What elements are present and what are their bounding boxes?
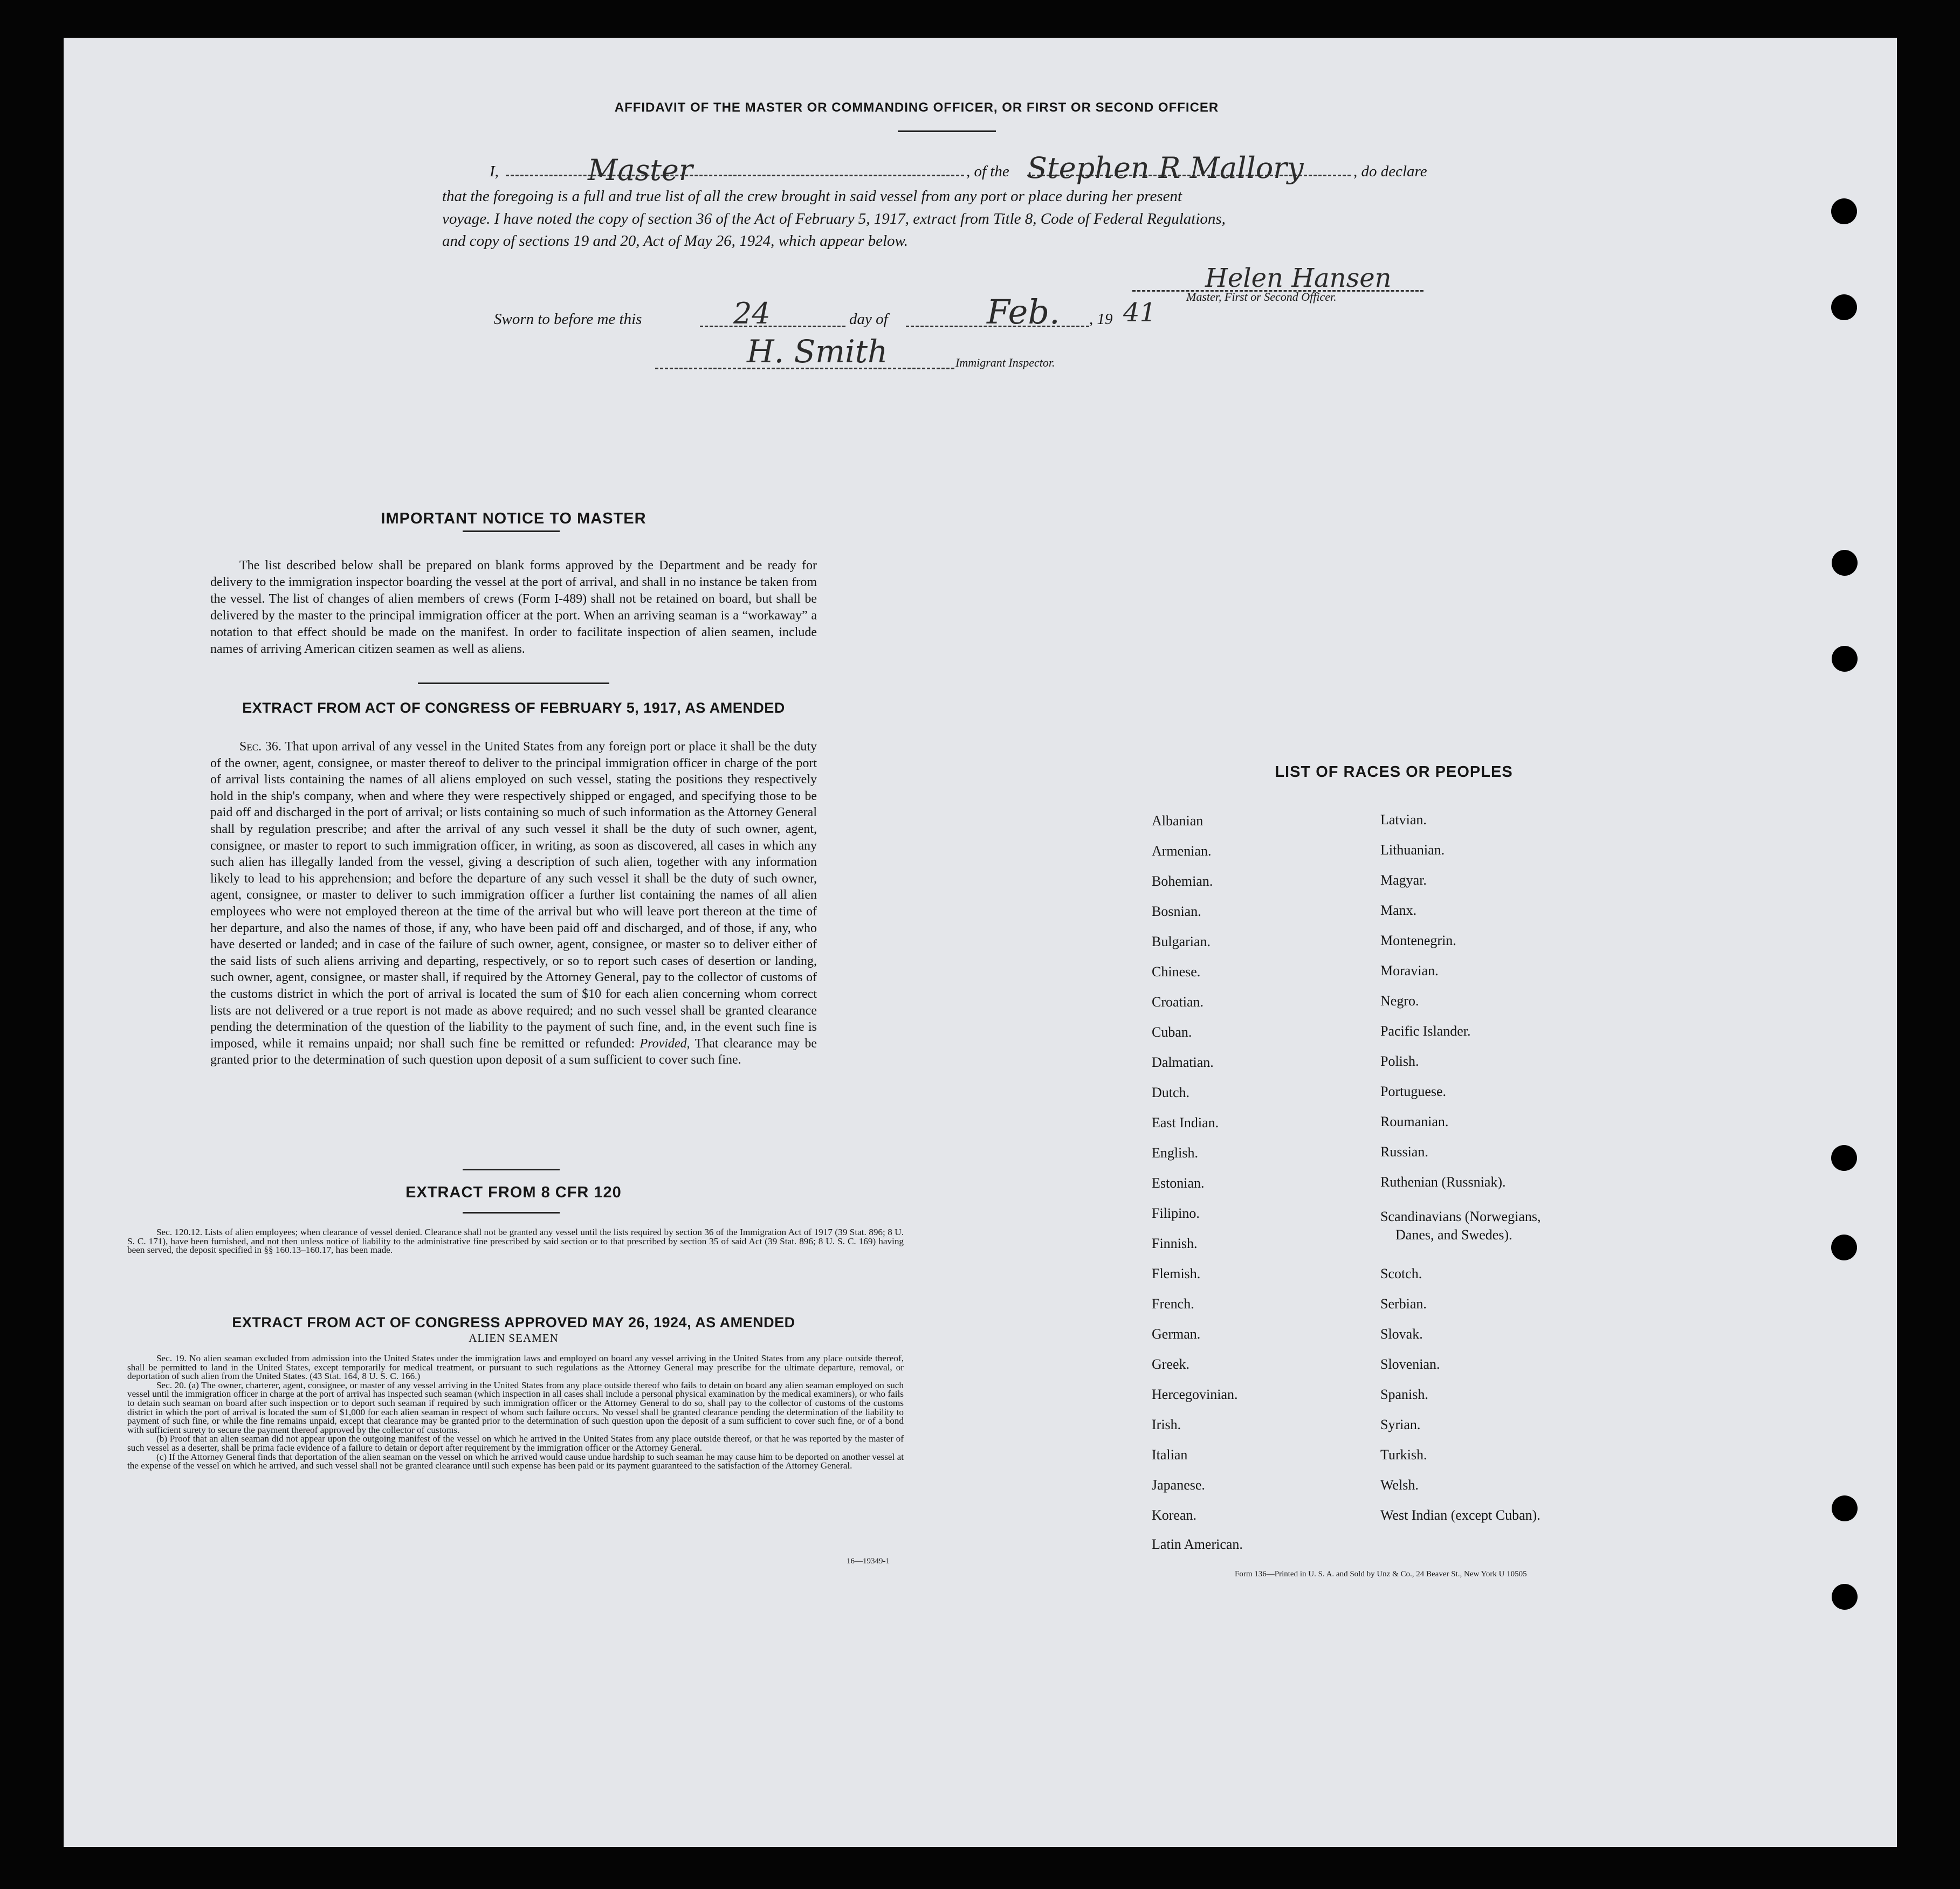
race-item: Polish. — [1380, 1053, 1419, 1069]
race-item: Chinese. — [1152, 964, 1201, 980]
extract-1924-sec20a: Sec. 20. (a) The owner, charterer, agent, consignee, or master of any vessel arriving in the United States from any place outside thereof who fails to detain on board any alien seaman employed on such vessel until the immigration officer in charge at the port of arrival has inspected such seaman (which inspection in all cases shall include a personal physical examination by the medical examiners), or who fails to detain such seaman on board after such inspection or to deport such seaman if required by such immigration officer or the Attorney General to do so, shall pay to the collector of customs of the customs district in which the port of arrival is located the sum of $1,000 for each alien seaman in respect of whom such failure occurs. No vessel shall be granted clearance pending the determination of the liability to payment of such fine, or while the fine remains unpaid, except that clearance may be granted prior to the determination of such question upon the deposit of a sum sufficient to cover such fine, or of a bond with sufficient surety to secure the payment thereof approved by the collector of customs. — [127, 1380, 904, 1435]
punch-hole — [1832, 646, 1858, 672]
extract-1924-sec20c: (c) If the Attorney General finds that deportation of the alien seaman on the vessel on which he arrived would cause undue hardship to such seaman he may cause him to be deported on another vessel at the expense of the vessel on which he arrived, and such vessel shall not be granted clearance until such expense has been paid or its payment guaranteed to the satisfaction of the Attorney General. — [127, 1451, 904, 1471]
race-item: Estonian. — [1152, 1175, 1205, 1191]
punch-hole — [1831, 198, 1857, 224]
form-footer: Form 136—Printed in U. S. A. and Sold by Unz & Co., 24 Beaver St., New York U 10505 — [1235, 1570, 1527, 1578]
day-of-label: day of — [849, 311, 888, 328]
divider — [463, 1212, 560, 1214]
officer-caption: Master, First or Second Officer. — [1186, 290, 1337, 304]
race-item: Bohemian. — [1152, 873, 1213, 889]
master-blank — [506, 175, 964, 176]
affidavit-line-4: and copy of sections 19 and 20, Act of May 26, 1924, which appear below. — [442, 232, 908, 250]
inspector-signature: H. Smith — [747, 333, 888, 370]
race-item: Roumanian. — [1380, 1114, 1449, 1129]
race-item: Turkish. — [1380, 1447, 1427, 1463]
affidavit-line-2: that the foregoing is a full and true list of all the crew brought in said vessel from any port or place during her present — [442, 188, 1182, 205]
race-item: Armenian. — [1152, 843, 1212, 859]
race-item: Serbian. — [1380, 1296, 1427, 1312]
divider — [463, 530, 560, 532]
race-item: Dalmatian. — [1152, 1054, 1214, 1070]
race-item: Greek. — [1152, 1356, 1190, 1372]
notice-text: The list described below shall be prepared on blank forms approved by the Department and be ready for delivery to the immigration inspector boarding the vessel at the port of arrival, and shall in no instance be taken from the vessel. The list of changes of alien members of crews (Form I-489) shall not be retained on board, but shall be delivered by the master to the principal immigration officer at the port. When an arriving seaman is a “workaway” a notation to that effect should be made on the manifest. In order to facilitate inspection of alien seamen, include names of arriving American citizen seamen as well as aliens. — [210, 559, 817, 656]
notice-title: IMPORTANT NOTICE TO MASTER — [381, 510, 647, 527]
vessel-handwritten: Stephen R Mallory — [1027, 151, 1304, 185]
race-item: Japanese. — [1152, 1477, 1205, 1493]
year-handwritten: 41 — [1123, 298, 1157, 328]
race-item: Magyar. — [1380, 872, 1427, 888]
day-handwritten: 24 — [733, 297, 771, 330]
race-item: Slovenian. — [1380, 1356, 1440, 1372]
race-item: Montenegrin. — [1380, 933, 1456, 948]
race-item: Latvian. — [1380, 812, 1427, 828]
inspector-caption: Immigrant Inspector. — [955, 356, 1055, 369]
race-item: Moravian. — [1380, 963, 1439, 978]
punch-hole — [1832, 550, 1858, 576]
race-item: Slovak. — [1380, 1326, 1423, 1342]
extract-cfr-text: Sec. 120.12. Lists of alien employees; when clearance of vessel denied. Clearance shall not be granted any vessel until the lists required by section 36 of the Immigration Act of 1917 (39 Stat. 896; 8 U. S. C. 171), have been furnished, and not then unless notice of liability to the administrative fine prescribed by said section or to that prescribed by section 35 of said Act (39 Stat. 896; 8 U. S. C. 169) having been served, the deposit specified in §§ 160.13–160.17, has been made. — [127, 1227, 904, 1256]
divider — [463, 1169, 560, 1170]
affidavit-line-3: voyage. I have noted the copy of section 36 of the Act of February 5, 1917, extract from Title 8, Code of Federal Regulations, — [442, 210, 1226, 227]
race-item: German. — [1152, 1326, 1201, 1342]
punch-hole — [1831, 1235, 1857, 1260]
extract-1924-title: EXTRACT FROM ACT OF CONGRESS APPROVED MAY 26, 1924, AS AMENDED — [232, 1314, 795, 1330]
race-item: East Indian. — [1152, 1115, 1219, 1130]
extract-1917-sec: Sec. 36. — [239, 740, 281, 754]
race-item: Spanish. — [1380, 1387, 1428, 1402]
declare-label: , do declare — [1353, 163, 1427, 180]
race-item: English. — [1152, 1145, 1198, 1161]
extract-cfr-title: EXTRACT FROM 8 CFR 120 — [405, 1184, 622, 1201]
race-item: Scandinavians (Norwegians, — [1380, 1209, 1541, 1224]
race-item: Italian — [1152, 1447, 1188, 1463]
race-item: Flemish. — [1152, 1266, 1201, 1281]
affidavit-i-label: I, — [490, 163, 499, 180]
race-item: Hercegovinian. — [1152, 1387, 1238, 1402]
race-item: Finnish. — [1152, 1236, 1198, 1251]
race-item: Croatian. — [1152, 994, 1204, 1010]
extract-1917-text: Sec. 36. That upon arrival of any vessel in the United States from any foreign port or place it shall be the duty of the owner, agent, consignee, or master thereof to deliver to the principal immigration officer in charge of the port of arrival lists containing the names of all aliens employed on such vessel, stating the positions they respectively hold in the ship's company, when and where they were respectively shipped or engaged, and specifying those to be paid off and discharged in the port of arrival; or lists containing so much of such information as the Attorney General shall by regulation prescribe; and after the arrival of any such vessel it shall be the duty of such owner, agent, consignee, or master to report to such immigration officer, in writing, as soon as discovered, all cases in which any such alien has illegally landed from the vessel, giving a description of such alien, together with any information likely to lead to his apprehension; and before the departure of any such vessel it shall be the duty of such owner, agent, consignee, or master to deliver to such immigration officer a further list containing the names of all alien employees who were not employed thereon at the time of the arrival but who will leave port thereon at the time of her departure, and also the names of those, if any, who have been paid off and discharged, and of those, if any, who have deserted or landed; and in case of the failure of such owner, agent, consignee, or master so to deliver either of the said lists of such aliens arriving and departing, respectively, or so to report such cases of desertion or landing, such owner, agent, consignee, or master shall, if required by the Attorney General, pay to the collector of customs of the customs district in which the port of arrival is located the sum of $10 for each alien concerning whom correct lists are not delivered or a true report is not made as above required; and no such vessel shall be granted clearance pending the determination of the question of the liability to the payment of such fine, and, in the event such fine is imposed, while it remains unpaid; nor shall such fine be remitted or refunded: Provided, That clearance may be granted prior to the determination of such question upon deposit of a sum sufficient to cover such fine. — [210, 740, 817, 1067]
race-item: Syrian. — [1380, 1417, 1421, 1432]
master-handwritten: Master — [588, 153, 693, 187]
day-blank — [700, 326, 845, 327]
race-item: Portuguese. — [1380, 1084, 1447, 1099]
year-prefix: , 19 — [1089, 311, 1113, 328]
divider — [418, 682, 609, 684]
extract-1924-subtitle: ALIEN SEAMEN — [469, 1332, 559, 1345]
sworn-label: Sworn to before me this — [494, 311, 642, 328]
race-item: French. — [1152, 1296, 1194, 1312]
race-item: Negro. — [1380, 993, 1419, 1009]
officer-signature: Helen Hansen — [1205, 263, 1392, 293]
race-item: Russian. — [1380, 1144, 1428, 1160]
race-item: Ruthenian (Russniak). — [1380, 1174, 1506, 1190]
race-item: Latin American. — [1152, 1536, 1243, 1552]
races-title: LIST OF RACES OR PEOPLES — [1275, 763, 1513, 781]
punch-hole — [1831, 294, 1857, 320]
race-item: Lithuanian. — [1380, 842, 1445, 858]
extract-1924-sec20b: (b) Proof that an alien seaman did not appear upon the outgoing manifest of the vessel on which he arrived in the United States from any place outside thereof, or that he was reported by the master of such vessel as a deserter, shall be prima facie evidence of a failure to detain or deport after requirement by the immigration officer or the Attorney General. — [127, 1433, 904, 1453]
race-item: Irish. — [1152, 1417, 1181, 1432]
race-item: Cuban. — [1152, 1024, 1192, 1040]
race-item: Albanian — [1152, 813, 1203, 829]
race-item: Bulgarian. — [1152, 934, 1211, 949]
race-item: West Indian (except Cuban). — [1380, 1507, 1541, 1523]
punch-hole — [1832, 1584, 1858, 1610]
race-item: Danes, and Swedes). — [1395, 1227, 1512, 1243]
race-item: Welsh. — [1380, 1477, 1419, 1493]
divider — [898, 130, 996, 132]
race-item: Bosnian. — [1152, 904, 1201, 919]
race-item: Dutch. — [1152, 1085, 1190, 1100]
of-the-label: , of the — [966, 163, 1009, 180]
race-item: Korean. — [1152, 1507, 1197, 1523]
race-item: Filipino. — [1152, 1205, 1200, 1221]
race-item: Manx. — [1380, 902, 1417, 918]
punch-hole — [1831, 1145, 1857, 1171]
extract-1924-sec19: Sec. 19. No alien seaman excluded from admission into the United States under the immigration laws and employed on board any vessel arriving in the United States from any place outside thereof, shall be permitted to land in the United States, except temporarily for medical treatment, or pursuant to such regulations as the Attorney General may prescribe for the ultimate departure, removal, or deportation of such alien from the United States. (43 Stat. 164, 8 U. S. C. 166.) — [127, 1353, 904, 1382]
punch-hole — [1832, 1495, 1858, 1521]
month-handwritten: Feb. — [987, 292, 1060, 332]
extract-1917-title: EXTRACT FROM ACT OF CONGRESS OF FEBRUARY 5, 1917, AS AMENDED — [242, 700, 785, 716]
race-item: Pacific Islander. — [1380, 1023, 1471, 1039]
race-item: Scotch. — [1380, 1266, 1422, 1281]
form-code: 16—19349-1 — [847, 1557, 890, 1566]
affidavit-title: AFFIDAVIT OF THE MASTER OR COMMANDING OFFICER, OR FIRST OR SECOND OFFICER — [614, 100, 1219, 115]
